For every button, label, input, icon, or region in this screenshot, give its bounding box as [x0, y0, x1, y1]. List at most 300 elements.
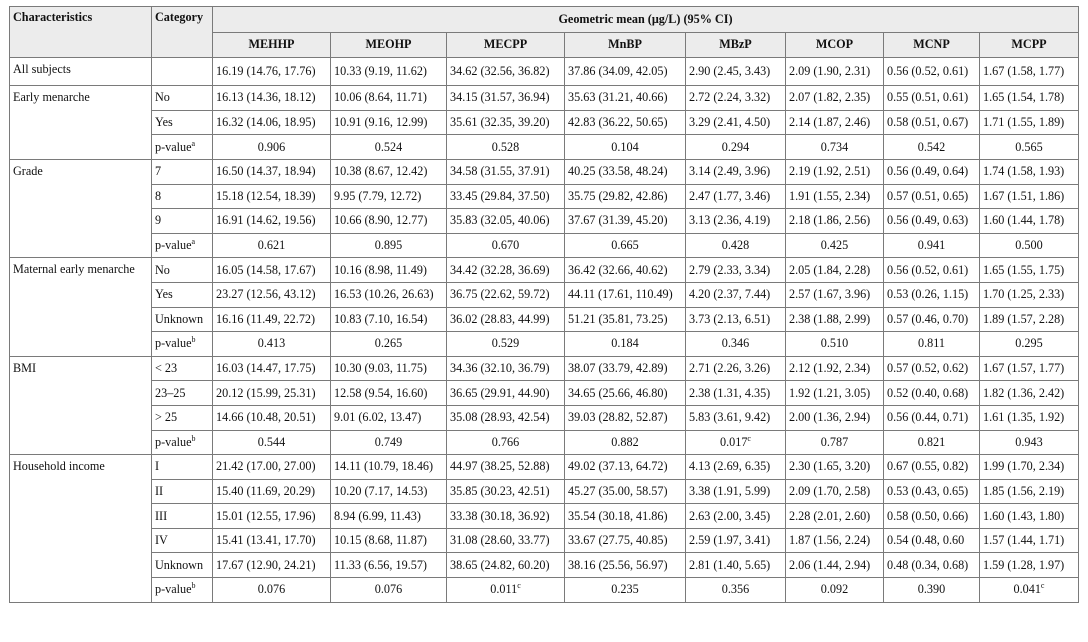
category-cell: [152, 405, 213, 430]
characteristic-early-menarche: Early menarche: [10, 86, 152, 160]
value-text: 0.265: [374, 336, 403, 351]
value-text: 34.36 (32.10, 36.79): [450, 361, 550, 376]
value-cell-mbzp: [686, 209, 786, 234]
value-text: 0.57 (0.51, 0.65): [887, 188, 969, 203]
category-cell: [152, 86, 213, 111]
value-cell-mehhp: [213, 57, 331, 86]
column-header-meohp: MEOHP: [331, 33, 447, 58]
value-cell-meohp: [331, 405, 447, 430]
value-cell-mnbp: [565, 86, 686, 111]
value-cell-mcop: [786, 57, 884, 86]
value-text: 2.14 (1.87, 2.46): [789, 115, 871, 130]
value-text: 0.544: [257, 434, 286, 449]
value-cell-mcop: [786, 479, 884, 504]
column-header-mnbp: MnBP: [565, 33, 686, 58]
value-text: 0.55 (0.51, 0.61): [887, 90, 969, 105]
category-label: III: [155, 508, 168, 523]
value-cell-mbzp: [686, 479, 786, 504]
value-text: 21.42 (17.00, 27.00): [216, 459, 316, 474]
value-cell-meohp: [331, 110, 447, 135]
value-cell-mbzp: [686, 135, 786, 160]
value-cell-mbzp: [686, 282, 786, 307]
value-cell-mcop: [786, 528, 884, 553]
value-text: 0.524: [374, 139, 403, 154]
value-text: 2.18 (1.86, 2.56): [789, 213, 871, 228]
table-row: [10, 209, 1079, 234]
value-cell-mcnp: [884, 307, 980, 332]
value-cell-mcop: [786, 307, 884, 332]
value-text: 0.356: [721, 582, 750, 597]
value-cell-mnbp: [565, 553, 686, 578]
value-text: 0.104: [611, 139, 639, 154]
value-cell-mcpp: [980, 578, 1079, 603]
category-label: No: [155, 90, 170, 105]
value-text: 39.03 (28.82, 52.87): [568, 410, 668, 425]
value-cell-mnbp: [565, 578, 686, 603]
value-cell-mnbp: [565, 479, 686, 504]
value-text: 1.74 (1.58, 1.93): [983, 164, 1065, 179]
value-text: 16.13 (14.36, 18.12): [216, 90, 316, 105]
category-cell: [152, 282, 213, 307]
value-cell-mecpp: [447, 159, 565, 184]
value-text: 0.510: [820, 336, 849, 351]
value-text: 10.20 (7.17, 14.53): [334, 483, 428, 498]
value-text: 0.670: [491, 238, 520, 253]
value-cell-mcpp: [980, 528, 1079, 553]
category-cell: [152, 356, 213, 381]
value-cell-mcpp: [980, 332, 1079, 357]
value-cell-meohp: [331, 356, 447, 381]
category-cell: [152, 159, 213, 184]
value-text: 36.65 (29.91, 44.90): [450, 385, 550, 400]
value-cell-mcnp: [884, 578, 980, 603]
characteristic-all-subjects: All subjects: [10, 57, 152, 86]
value-cell-mehhp: [213, 258, 331, 283]
value-cell-mcpp: [980, 135, 1079, 160]
value-text: 0.542: [917, 139, 946, 154]
value-text: 8.94 (6.99, 11.43): [334, 508, 421, 523]
category-cell: [152, 553, 213, 578]
value-text: 35.61 (32.35, 39.20): [450, 115, 550, 130]
table-row: [10, 356, 1079, 381]
category-label: p-value: [155, 434, 192, 449]
value-cell-meohp: [331, 479, 447, 504]
value-cell-mcnp: [884, 135, 980, 160]
value-text: 1.99 (1.70, 2.34): [983, 459, 1065, 474]
value-cell-mbzp: [686, 405, 786, 430]
value-text: 0.787: [820, 434, 849, 449]
value-text: 38.65 (24.82, 60.20): [450, 557, 550, 572]
category-cell: [152, 110, 213, 135]
value-cell-mecpp: [447, 258, 565, 283]
value-cell-mnbp: [565, 282, 686, 307]
value-cell-mnbp: [565, 135, 686, 160]
value-cell-mecpp: [447, 233, 565, 258]
column-header-mcop: MCOP: [786, 33, 884, 58]
value-text: 1.82 (1.36, 2.42): [983, 385, 1065, 400]
value-cell-mcpp: [980, 184, 1079, 209]
value-text: 4.13 (2.69, 6.35): [689, 459, 771, 474]
value-text: 0.766: [491, 434, 520, 449]
value-text: 37.86 (34.09, 42.05): [568, 63, 668, 78]
table-row: [10, 528, 1079, 553]
value-cell-mcpp: [980, 233, 1079, 258]
value-cell-mecpp: [447, 110, 565, 135]
value-text: 0.621: [257, 238, 286, 253]
value-cell-mbzp: [686, 578, 786, 603]
value-text: 0.529: [491, 336, 520, 351]
value-cell-mcnp: [884, 282, 980, 307]
value-text: 0.56 (0.44, 0.71): [887, 410, 969, 425]
value-text: 16.32 (14.06, 18.95): [216, 115, 316, 130]
value-cell-mnbp: [565, 504, 686, 529]
value-text: 31.08 (28.60, 33.77): [450, 533, 550, 548]
value-cell-meohp: [331, 528, 447, 553]
value-cell-mecpp: [447, 528, 565, 553]
column-header-mcnp: MCNP: [884, 33, 980, 58]
column-header-mehhp: MEHHP: [213, 33, 331, 58]
p-value-label: [152, 233, 213, 258]
value-cell-mnbp: [565, 184, 686, 209]
value-text: 23.27 (12.56, 43.12): [216, 287, 316, 302]
value-text: 34.65 (25.66, 46.80): [568, 385, 668, 400]
value-text: 44.97 (38.25, 52.88): [450, 459, 550, 474]
value-text: 0.882: [611, 434, 639, 449]
value-text: 0.56 (0.52, 0.61): [887, 262, 969, 277]
characteristic-household-income: Household income: [10, 455, 152, 603]
value-cell-mcnp: [884, 332, 980, 357]
value-text: 2.63 (2.00, 3.45): [689, 508, 771, 523]
value-cell-mcnp: [884, 528, 980, 553]
value-text: 16.53 (10.26, 26.63): [334, 287, 434, 302]
value-cell-mehhp: [213, 159, 331, 184]
category-label: > 25: [155, 410, 178, 425]
value-cell-mbzp: [686, 430, 786, 455]
value-text: 0.57 (0.46, 0.70): [887, 311, 969, 326]
value-text: 2.59 (1.97, 3.41): [689, 533, 771, 548]
value-cell-mcop: [786, 209, 884, 234]
value-cell-mcpp: [980, 430, 1079, 455]
value-text: 36.02 (28.83, 44.99): [450, 311, 550, 326]
value-text: 0.184: [611, 336, 639, 351]
footnote-marker: a: [191, 236, 196, 246]
value-cell-mnbp: [565, 209, 686, 234]
value-text: 0.076: [374, 582, 403, 597]
value-text: 1.60 (1.43, 1.80): [983, 508, 1065, 523]
value-text: 14.11 (10.79, 18.46): [334, 459, 434, 474]
value-cell-mcop: [786, 356, 884, 381]
value-text: 10.15 (8.68, 11.87): [334, 533, 427, 548]
value-cell-meohp: [331, 332, 447, 357]
value-cell-mcpp: [980, 86, 1079, 111]
value-text: 0.811: [918, 336, 945, 351]
value-cell-mcnp: [884, 405, 980, 430]
category-label: Yes: [155, 287, 173, 302]
value-cell-mcnp: [884, 356, 980, 381]
value-cell-mehhp: [213, 209, 331, 234]
table-row: [10, 110, 1079, 135]
value-cell-mcpp: [980, 504, 1079, 529]
value-text: 35.75 (29.82, 42.86): [568, 188, 668, 203]
value-cell-meohp: [331, 209, 447, 234]
value-text: 3.14 (2.49, 3.96): [689, 164, 771, 179]
value-cell-mecpp: [447, 282, 565, 307]
value-cell-mcnp: [884, 86, 980, 111]
value-cell-mnbp: [565, 381, 686, 406]
value-text: 0.017: [720, 434, 748, 449]
value-cell-mecpp: [447, 356, 565, 381]
value-text: 0.52 (0.40, 0.68): [887, 385, 969, 400]
value-cell-mcnp: [884, 381, 980, 406]
value-text: 2.06 (1.44, 2.94): [789, 557, 871, 572]
value-cell-mcpp: [980, 282, 1079, 307]
value-cell-mbzp: [686, 110, 786, 135]
value-text: 1.70 (1.25, 2.33): [983, 287, 1065, 302]
value-cell-mnbp: [565, 233, 686, 258]
value-cell-mcop: [786, 504, 884, 529]
value-cell-mcop: [786, 233, 884, 258]
value-cell-mcnp: [884, 430, 980, 455]
value-cell-mnbp: [565, 258, 686, 283]
value-text: 35.83 (32.05, 40.06): [450, 213, 550, 228]
category-label: I: [155, 459, 160, 474]
characteristic-maternal-early-menarche: Maternal early menarche: [10, 258, 152, 356]
value-text: 0.076: [257, 582, 286, 597]
category-label: Yes: [155, 115, 173, 130]
value-text: 12.58 (9.54, 16.60): [334, 385, 428, 400]
value-text: 2.30 (1.65, 3.20): [789, 459, 871, 474]
value-cell-mecpp: [447, 578, 565, 603]
value-cell-mcpp: [980, 307, 1079, 332]
value-text: 0.041: [1013, 582, 1041, 597]
category-cell: [152, 209, 213, 234]
value-text: 35.54 (30.18, 41.86): [568, 508, 668, 523]
value-text: 1.59 (1.28, 1.97): [983, 557, 1065, 572]
table-row: [10, 553, 1079, 578]
value-text: 9.95 (7.79, 12.72): [334, 188, 422, 203]
header-category: Category: [152, 7, 213, 58]
value-cell-mcop: [786, 553, 884, 578]
value-cell-mcpp: [980, 479, 1079, 504]
value-cell-mcnp: [884, 258, 980, 283]
table-row: [10, 159, 1079, 184]
value-cell-mcop: [786, 159, 884, 184]
value-text: 1.65 (1.54, 1.78): [983, 90, 1065, 105]
value-cell-mehhp: [213, 356, 331, 381]
value-text: 10.83 (7.10, 16.54): [334, 311, 428, 326]
value-cell-mecpp: [447, 504, 565, 529]
column-header-mecpp: MECPP: [447, 33, 565, 58]
value-text: 1.92 (1.21, 3.05): [789, 385, 871, 400]
value-cell-mbzp: [686, 86, 786, 111]
value-cell-mbzp: [686, 57, 786, 86]
value-text: 34.42 (32.28, 36.69): [450, 262, 550, 277]
value-cell-mbzp: [686, 455, 786, 480]
footnote-marker: c: [1040, 581, 1045, 591]
value-cell-mnbp: [565, 528, 686, 553]
table-row: [10, 86, 1079, 111]
value-text: 1.67 (1.51, 1.86): [983, 188, 1065, 203]
value-cell-mehhp: [213, 332, 331, 357]
value-cell-mehhp: [213, 233, 331, 258]
value-cell-mcnp: [884, 553, 980, 578]
value-text: 15.40 (11.69, 20.29): [216, 483, 316, 498]
value-text: 2.47 (1.77, 3.46): [689, 188, 771, 203]
value-cell-mbzp: [686, 258, 786, 283]
value-cell-mehhp: [213, 430, 331, 455]
category-label: IV: [155, 533, 168, 548]
value-text: 3.13 (2.36, 4.19): [689, 213, 771, 228]
value-cell-meohp: [331, 578, 447, 603]
category-label: Unknown: [155, 557, 204, 572]
value-text: 0.58 (0.51, 0.67): [887, 115, 969, 130]
value-text: 0.56 (0.52, 0.61): [887, 63, 969, 78]
value-cell-mbzp: [686, 307, 786, 332]
value-cell-meohp: [331, 307, 447, 332]
value-cell-mehhp: [213, 528, 331, 553]
value-text: 14.66 (10.48, 20.51): [216, 410, 316, 425]
table-row: [10, 455, 1079, 480]
category-label: p-value: [155, 336, 192, 351]
value-cell-mnbp: [565, 430, 686, 455]
value-cell-mcnp: [884, 209, 980, 234]
value-text: 0.011: [490, 582, 518, 597]
value-cell-mcop: [786, 135, 884, 160]
value-cell-mnbp: [565, 332, 686, 357]
value-text: 0.428: [721, 238, 750, 253]
value-cell-mecpp: [447, 184, 565, 209]
value-text: 2.57 (1.67, 3.96): [789, 287, 871, 302]
table-row: [10, 184, 1079, 209]
value-text: 35.85 (30.23, 42.51): [450, 483, 550, 498]
value-cell-mecpp: [447, 455, 565, 480]
value-cell-mcnp: [884, 479, 980, 504]
value-text: 1.60 (1.44, 1.78): [983, 213, 1065, 228]
value-cell-mnbp: [565, 307, 686, 332]
value-cell-mecpp: [447, 57, 565, 86]
value-text: 0.895: [374, 238, 403, 253]
footnote-marker: c: [517, 581, 521, 591]
value-text: 44.11 (17.61, 110.49): [568, 287, 673, 302]
category-label: < 23: [155, 361, 178, 376]
value-cell-meohp: [331, 135, 447, 160]
value-text: 35.63 (31.21, 40.66): [568, 90, 668, 105]
value-text: 0.53 (0.26, 1.15): [887, 287, 969, 302]
value-text: 1.71 (1.55, 1.89): [983, 115, 1065, 130]
value-text: 2.81 (1.40, 5.65): [689, 557, 771, 572]
value-cell-mehhp: [213, 135, 331, 160]
category-cell: [152, 307, 213, 332]
value-text: 0.941: [917, 238, 946, 253]
value-cell-mecpp: [447, 307, 565, 332]
value-cell-mcnp: [884, 57, 980, 86]
value-text: 2.38 (1.31, 4.35): [689, 385, 771, 400]
table-row: [10, 381, 1079, 406]
value-cell-mecpp: [447, 381, 565, 406]
value-text: 16.05 (14.58, 17.67): [216, 262, 316, 277]
value-text: 10.66 (8.90, 12.77): [334, 213, 428, 228]
value-text: 51.21 (35.81, 73.25): [568, 311, 668, 326]
value-cell-mcpp: [980, 381, 1079, 406]
category-label: 7: [155, 164, 162, 179]
column-header-mcpp: MCPP: [980, 33, 1079, 58]
value-cell-mehhp: [213, 282, 331, 307]
value-text: 38.16 (25.56, 56.97): [568, 557, 668, 572]
category-cell: [152, 455, 213, 480]
value-text: 2.09 (1.90, 2.31): [789, 63, 871, 78]
value-text: 2.28 (2.01, 2.60): [789, 508, 871, 523]
header-characteristics: Characteristics: [10, 7, 152, 58]
category-label: II: [155, 483, 164, 498]
value-text: 0.821: [917, 434, 946, 449]
value-text: 0.665: [611, 238, 639, 253]
value-cell-mbzp: [686, 381, 786, 406]
category-cell: [152, 258, 213, 283]
value-text: 0.425: [820, 238, 849, 253]
value-cell-meohp: [331, 159, 447, 184]
value-text: 16.50 (14.37, 18.94): [216, 164, 316, 179]
value-cell-meohp: [331, 504, 447, 529]
value-cell-mcop: [786, 86, 884, 111]
table-row: [10, 57, 1079, 86]
value-text: 0.092: [820, 582, 849, 597]
value-cell-mcpp: [980, 405, 1079, 430]
value-cell-mnbp: [565, 110, 686, 135]
table-body: [10, 57, 1079, 602]
value-text: 2.90 (2.45, 3.43): [689, 63, 771, 78]
value-text: 0.565: [1015, 139, 1043, 154]
value-text: 3.73 (2.13, 6.51): [689, 311, 771, 326]
value-cell-mcpp: [980, 258, 1079, 283]
footnote-marker: a: [191, 138, 196, 148]
value-text: 0.500: [1015, 238, 1043, 253]
value-cell-mbzp: [686, 528, 786, 553]
value-cell-mehhp: [213, 86, 331, 111]
value-cell-mcnp: [884, 455, 980, 480]
table-row: [10, 430, 1079, 455]
value-cell-mcop: [786, 455, 884, 480]
value-text: 37.67 (31.39, 45.20): [568, 213, 668, 228]
geometric-mean-table: [9, 6, 1079, 603]
value-cell-meohp: [331, 233, 447, 258]
value-cell-mcop: [786, 332, 884, 357]
category-cell: [152, 57, 213, 86]
value-text: 33.67 (27.75, 40.85): [568, 533, 668, 548]
value-cell-mbzp: [686, 504, 786, 529]
value-cell-mcop: [786, 110, 884, 135]
value-cell-meohp: [331, 184, 447, 209]
value-text: 11.33 (6.56, 19.57): [334, 557, 427, 572]
value-text: 0.54 (0.48, 0.60: [887, 533, 965, 548]
value-cell-mcpp: [980, 209, 1079, 234]
value-text: 45.27 (35.00, 58.57): [568, 483, 668, 498]
value-text: 40.25 (33.58, 48.24): [568, 164, 668, 179]
category-label: 9: [155, 213, 162, 228]
value-text: 2.12 (1.92, 2.34): [789, 361, 871, 376]
value-text: 34.58 (31.55, 37.91): [450, 164, 550, 179]
footnote-marker: b: [191, 433, 196, 443]
value-text: 0.390: [917, 582, 946, 597]
value-cell-mecpp: [447, 209, 565, 234]
value-text: 35.08 (28.93, 42.54): [450, 410, 550, 425]
value-text: 0.294: [721, 139, 750, 154]
value-cell-mcop: [786, 282, 884, 307]
value-text: 0.734: [820, 139, 849, 154]
value-cell-mcnp: [884, 504, 980, 529]
value-text: 49.02 (37.13, 64.72): [568, 459, 668, 474]
table-row: [10, 233, 1079, 258]
table-row: [10, 332, 1079, 357]
